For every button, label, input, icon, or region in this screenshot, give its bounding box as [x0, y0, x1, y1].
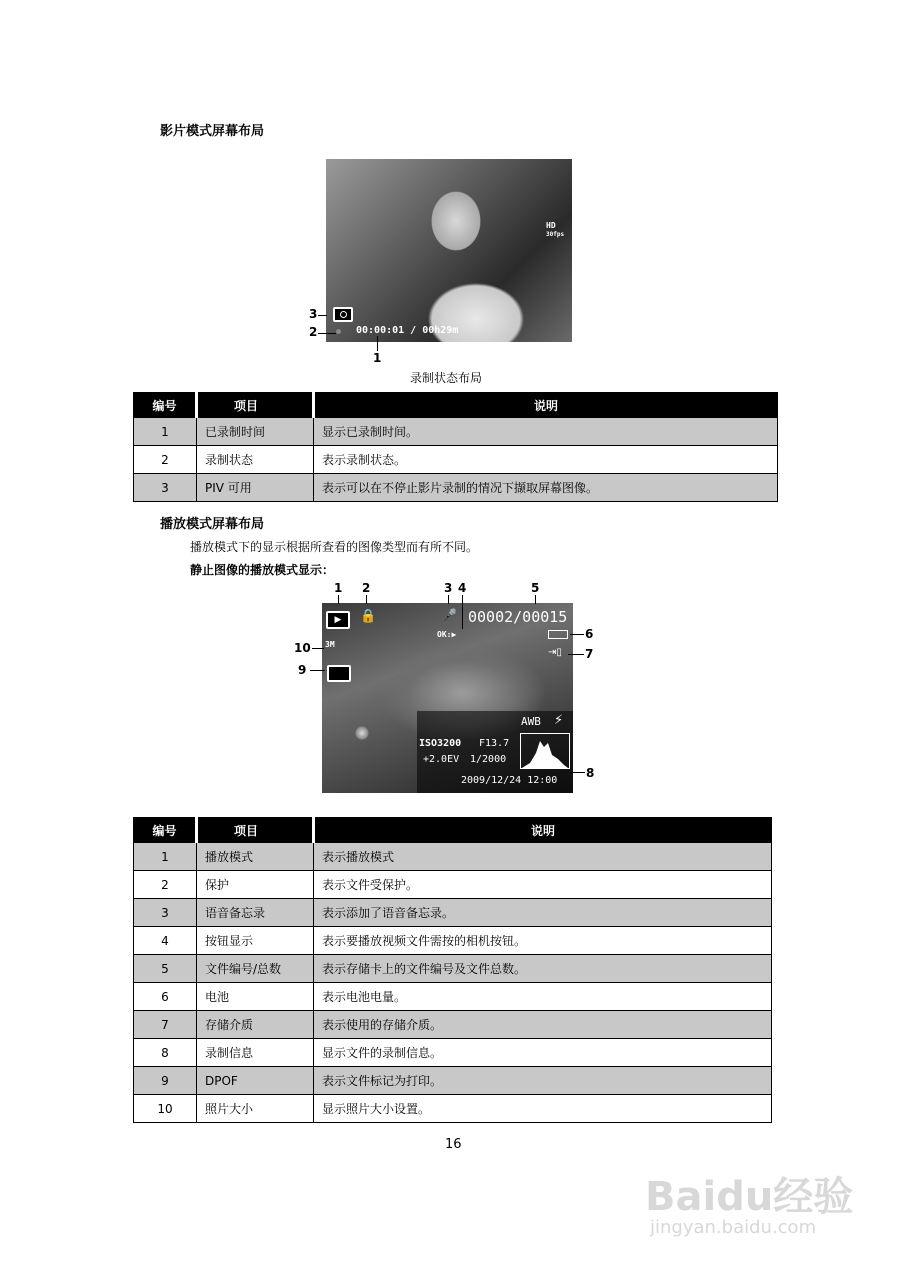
- figure-caption: 录制状态布局: [410, 371, 483, 385]
- table-row: 1 播放模式 表示播放模式: [134, 843, 772, 871]
- callout-9: 9: [298, 663, 307, 677]
- table-header: [134, 818, 772, 843]
- col-header-num: 编号: [134, 393, 197, 418]
- playback-layout-table: [133, 817, 772, 1123]
- section-title-movie-layout: 影片模式屏幕布局: [160, 124, 265, 139]
- callout-5: 5: [531, 581, 540, 595]
- callout-10: 10: [294, 641, 311, 655]
- col-header-num: 编号: [134, 818, 197, 843]
- date-time: 2009/12/24 12:00: [461, 775, 558, 786]
- recording-status-icon: [336, 329, 341, 334]
- photo-size-indicator: 3M: [325, 640, 335, 649]
- quality-indicator: HD 30fps: [546, 221, 565, 238]
- col-header-desc: 说明: [314, 393, 778, 418]
- storage-media-icon: ⇥▯: [548, 647, 562, 658]
- callout-2: 2: [309, 325, 318, 339]
- recording-info-panel: [417, 711, 573, 793]
- callout-7: 7: [585, 647, 594, 661]
- ok-button-hint: OK:▶: [437, 630, 457, 639]
- piv-camera-icon: [333, 307, 353, 322]
- col-header-item: 项目: [197, 818, 314, 843]
- aperture-value: F13.7: [479, 738, 510, 749]
- callout-2: 2: [362, 581, 371, 595]
- table-row: 3 PIV 可用 表示可以在不停止影片录制的情况下撷取屏幕图像。: [134, 474, 778, 502]
- baidu-watermark-logo: Baidu经验: [645, 1174, 854, 1220]
- voice-memo-icon: 🎤: [442, 608, 457, 622]
- callout-3: 3: [309, 307, 318, 321]
- table-row: 2 保护 表示文件受保护。: [134, 871, 772, 899]
- shutter-value: 1/2000: [470, 754, 507, 765]
- table-row: 6 电池 表示电池电量。: [134, 983, 772, 1011]
- section-title-playback-layout: 播放模式屏幕布局: [160, 517, 265, 532]
- dpof-printer-icon: [327, 665, 351, 682]
- table-row: 7 存储介质 表示使用的存储介质。: [134, 1011, 772, 1039]
- table-row: 5 文件编号/总数 表示存储卡上的文件编号及文件总数。: [134, 955, 772, 983]
- playback-mode-photo: [322, 603, 573, 793]
- col-header-item: 项目: [197, 393, 314, 418]
- recorded-time: 00:00:01 / 00h29m: [356, 325, 459, 336]
- callout-8: 8: [586, 766, 595, 780]
- callout-3: 3: [444, 581, 453, 595]
- iso-value: ISO3200: [419, 738, 462, 749]
- callout-6: 6: [585, 627, 594, 641]
- callout-1: 1: [334, 581, 343, 595]
- protect-lock-icon: 🔒: [360, 609, 377, 624]
- table-row: 4 按钮显示 表示要播放视频文件需按的相机按钮。: [134, 927, 772, 955]
- playback-intro: 播放模式下的显示根据所查看的图像类型而有所不同。: [190, 540, 479, 554]
- playback-subtitle: 静止图像的播放模式显示：: [190, 563, 335, 577]
- baidu-watermark-url: jingyan.baidu.com: [650, 1217, 817, 1238]
- histogram-icon: [520, 733, 570, 769]
- callout-4: 4: [458, 581, 467, 595]
- ev-value: +2.0EV: [423, 754, 460, 765]
- table-row: 3 语音备忘录 表示添加了语音备忘录。: [134, 899, 772, 927]
- table-row: 2 录制状态 表示录制状态。: [134, 446, 778, 474]
- col-header-desc: 说明: [314, 818, 772, 843]
- table-row: 8 录制信息 显示文件的录制信息。: [134, 1039, 772, 1067]
- movie-mode-photo: [326, 159, 572, 342]
- flash-icon: ⚡: [554, 713, 564, 728]
- file-counter: 00002/00015: [468, 608, 568, 626]
- page-number: 16: [445, 1137, 462, 1152]
- callout-1: 1: [373, 351, 382, 365]
- table-row: 10 照片大小 显示照片大小设置。: [134, 1095, 772, 1123]
- table-header: [134, 393, 778, 418]
- awb-label: AWB: [521, 715, 541, 728]
- table-row: 1 已录制时间 显示已录制时间。: [134, 418, 778, 446]
- movie-layout-table: [133, 392, 778, 502]
- table-row: 9 DPOF 表示文件标记为打印。: [134, 1067, 772, 1095]
- battery-icon: [548, 630, 568, 639]
- play-mode-icon: ▶: [326, 611, 350, 629]
